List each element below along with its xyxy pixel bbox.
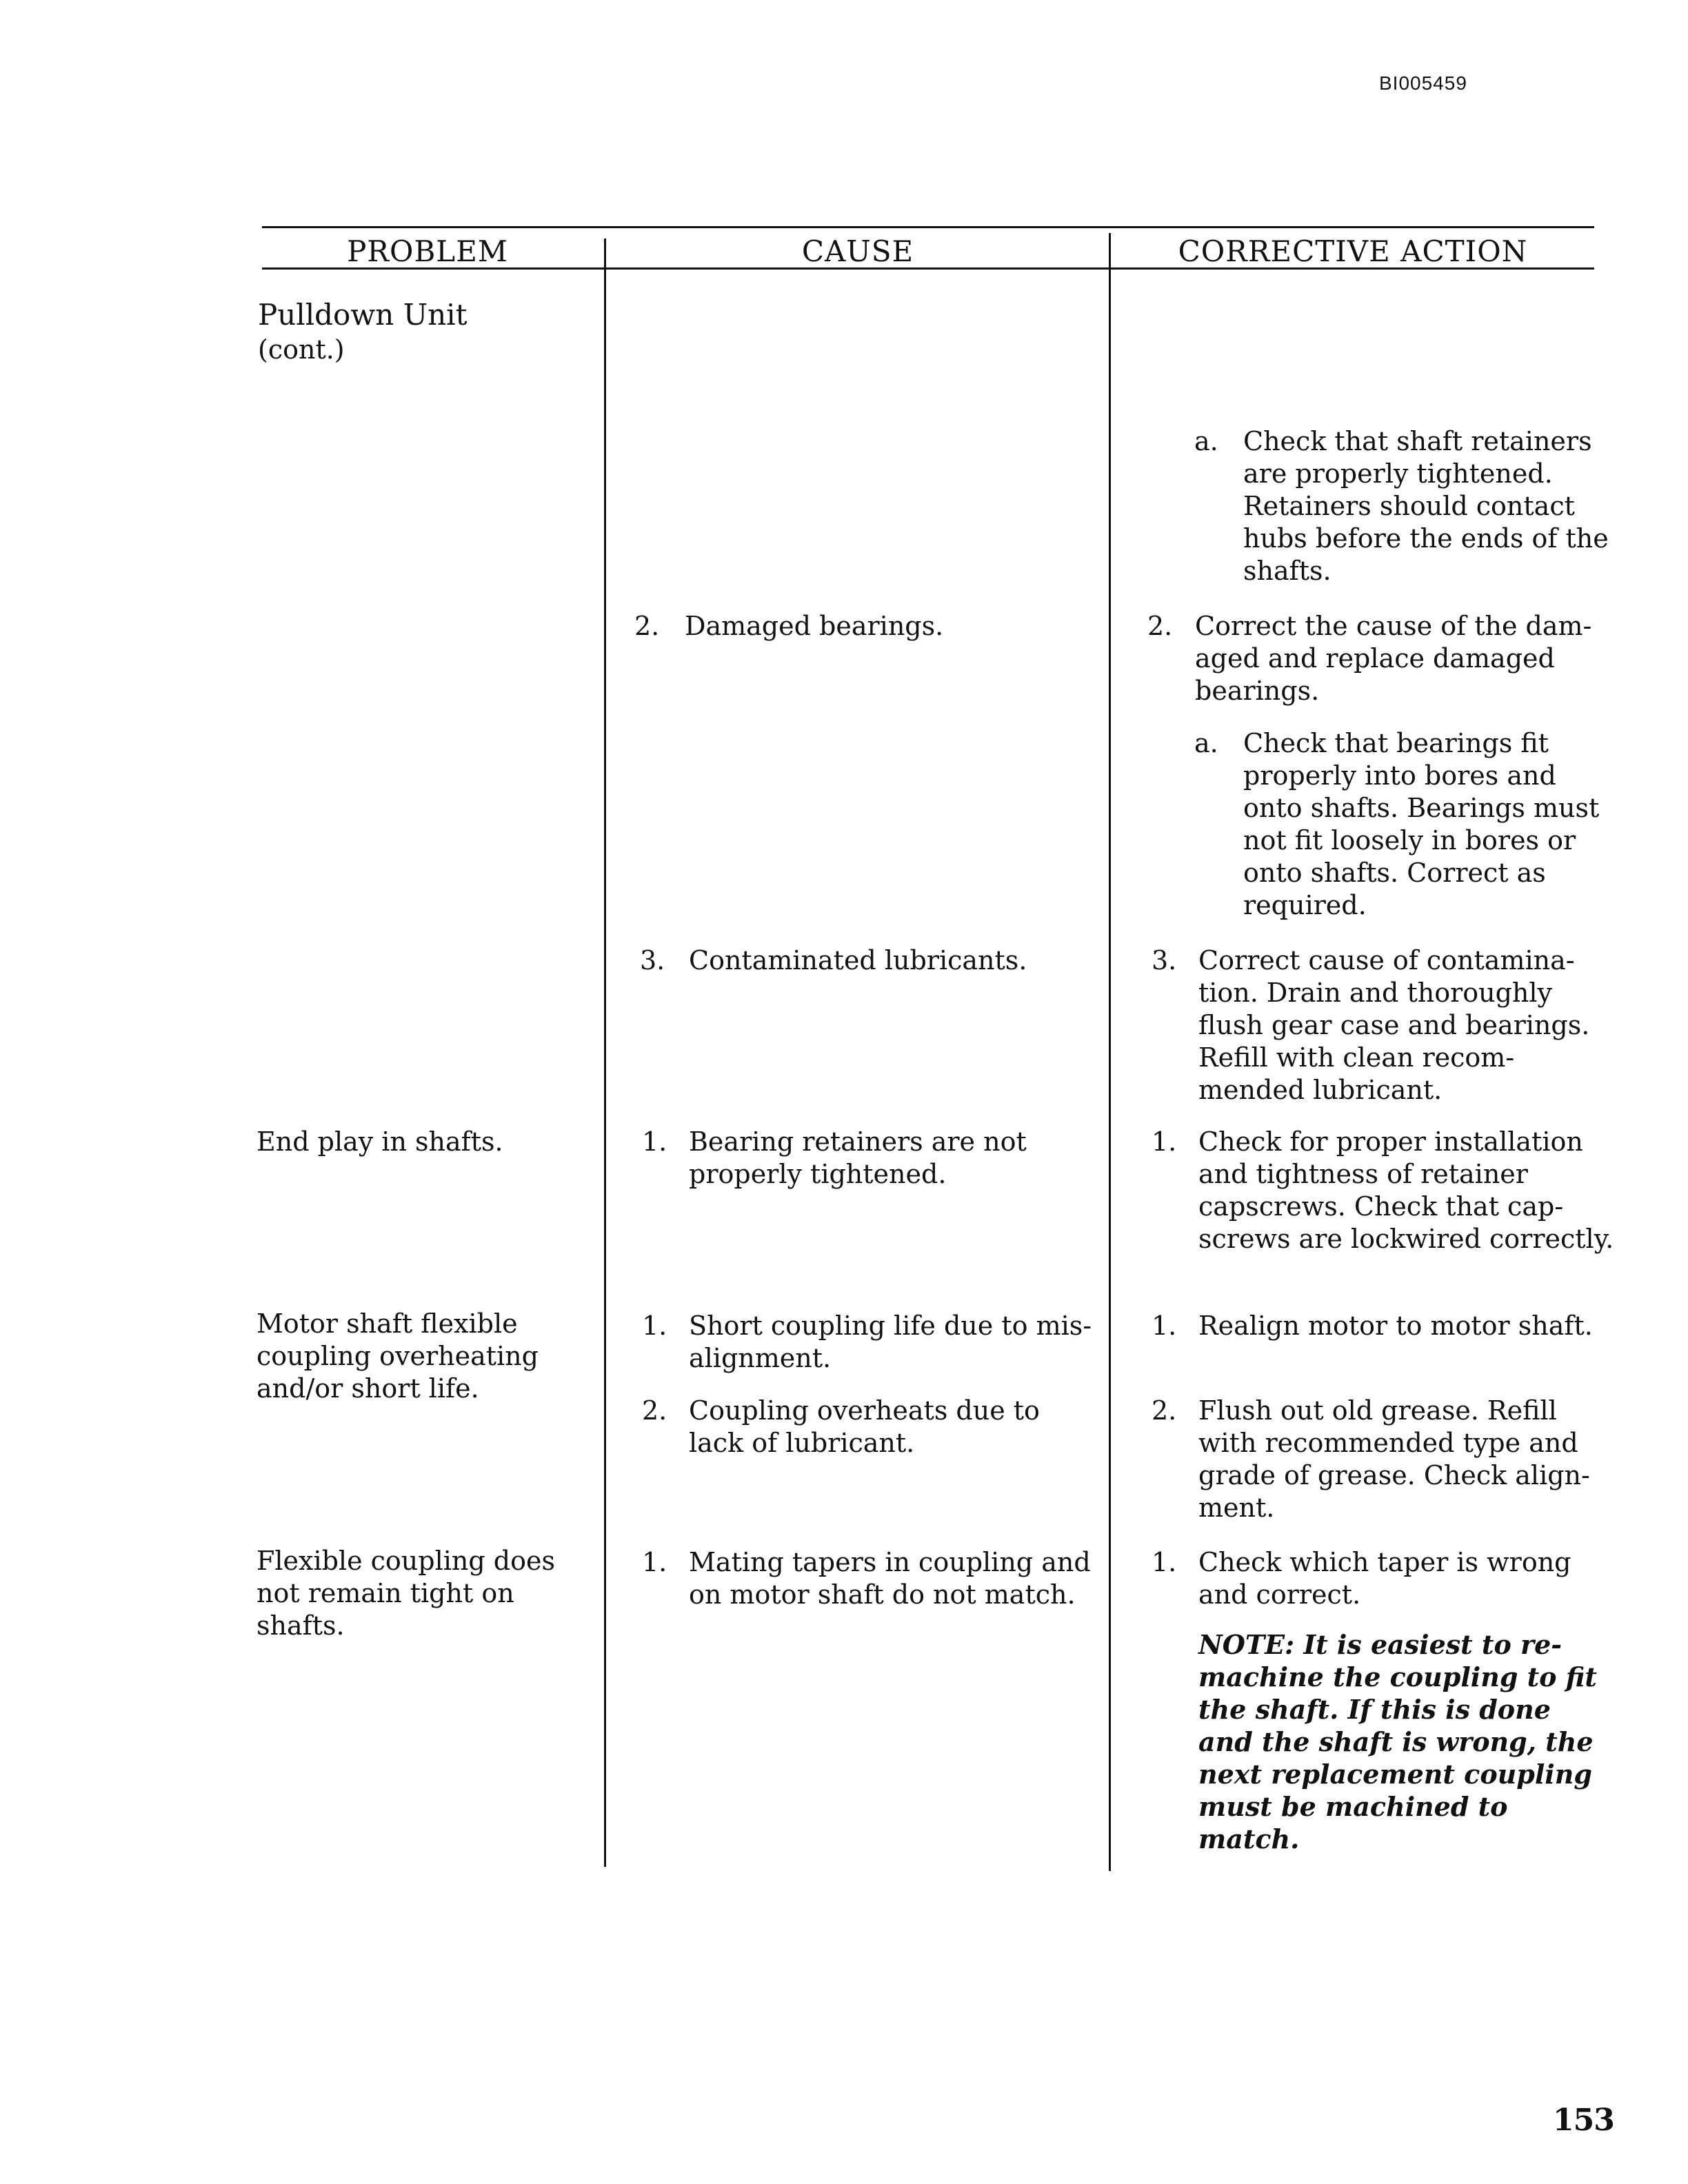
cause-text [689,1395,1040,1459]
text-line: next replacement coupling [1198,1759,1592,1790]
cause-marker: 1. [642,1311,667,1341]
action-marker: 1. [1152,1126,1177,1157]
text-line: are properly tightened. [1243,458,1553,489]
text-line: Correct cause of contamina- [1198,945,1575,975]
text-line: alignment. [689,1343,832,1373]
header-problem: PROBLEM [347,234,508,268]
text-line: the shaft. If this is done [1198,1694,1551,1725]
action-text [1198,1395,1590,1524]
action-text: Realign motor to motor shaft. [1198,1311,1593,1341]
text-line: capscrews. Check that cap- [1198,1191,1564,1222]
column-divider-1 [604,239,606,1867]
text-line: hubs before the ends of the [1243,523,1609,554]
action-text [1198,1546,1571,1611]
text-line: Check that bearings fit [1243,728,1549,758]
note-text [1198,1628,1597,1855]
text-line: Check that shaft retainers [1243,426,1592,456]
text-line: and the shaft is wrong, the [1198,1726,1594,1757]
action-marker: 2. [1152,1395,1177,1426]
sub-action-text [1243,727,1599,922]
header-cause: CAUSE [801,234,914,268]
text-line: Motor shaft flexible [257,1308,518,1339]
cause-marker: 2. [634,611,660,641]
action-marker: 3. [1152,945,1177,975]
text-line: properly tightened. [689,1159,947,1189]
sub-action-marker: a. [1194,728,1218,758]
header-corrective-action: CORRECTIVE ACTION [1178,234,1528,268]
section-subtitle: (cont.) [258,334,345,365]
page-number: 153 [1553,2103,1614,2138]
text-line: flush gear case and bearings. [1198,1010,1590,1040]
cause-text [689,1310,1092,1375]
document-id: BI005459 [1379,72,1467,94]
text-line: shafts. [1243,556,1332,586]
text-line: Flexible coupling does [257,1546,555,1576]
text-line: Mating tapers in coupling and [689,1547,1091,1577]
cause-marker: 2. [642,1395,667,1426]
text-line: Refill with clean recom- [1198,1042,1515,1073]
text-line: machine the coupling to fit [1198,1661,1597,1692]
text-line: bearings. [1195,676,1320,706]
text-line: aged and replace damaged [1195,643,1555,674]
action-text [1198,944,1589,1106]
cause-marker: 3. [640,945,665,975]
text-line: must be machined to [1198,1791,1508,1822]
text-line: ment. [1198,1493,1275,1523]
text-line: with recommended type and [1198,1428,1578,1458]
problem-text: End play in shafts. [257,1126,503,1157]
problem-text [257,1308,539,1405]
problem-text [257,1545,555,1642]
text-line: Coupling overheats due to [689,1395,1040,1426]
cause-marker: 1. [642,1126,667,1157]
text-line: coupling overheating [257,1341,539,1371]
text-line: Check which taper is wrong [1198,1547,1571,1577]
text-line: not fit loosely in bores or [1243,825,1576,856]
text-line: match. [1198,1823,1300,1854]
text-line: Short coupling life due to mis- [689,1311,1092,1341]
text-line: properly into bores and [1243,760,1556,791]
text-line: and correct. [1198,1579,1361,1610]
cause-text: Damaged bearings. [685,611,944,641]
text-line: onto shafts. Correct as [1243,858,1546,888]
text-line: Bearing retainers are not [689,1126,1027,1157]
text-line: lack of lubricant. [689,1428,915,1458]
action-text [1195,610,1591,707]
text-line: tion. Drain and thoroughly [1198,978,1553,1008]
action-marker: 1. [1152,1311,1177,1341]
cause-text [689,1126,1027,1191]
text-line: and tightness of retainer [1198,1159,1528,1189]
text-line: mended lubricant. [1198,1075,1443,1105]
text-line: grade of grease. Check align- [1198,1460,1590,1490]
text-line: NOTE: It is easiest to re- [1198,1629,1563,1660]
text-line: Correct the cause of the dam- [1195,611,1592,641]
action-marker: a. [1194,426,1218,456]
cause-text: Contaminated lubricants. [689,945,1027,975]
text-line: and/or short life. [257,1373,479,1404]
action-text [1198,1126,1614,1255]
action-marker: 1. [1152,1547,1177,1577]
cause-marker: 1. [642,1547,667,1577]
text-line: required. [1243,890,1367,920]
action-marker: 2. [1147,611,1173,641]
text-line: Retainers should contact [1243,491,1575,521]
text-line: not remain tight on [257,1578,514,1608]
text-line: Flush out old grease. Refill [1198,1395,1557,1426]
text-line: onto shafts. Bearings must [1243,793,1600,823]
text-line: on motor shaft do not match. [689,1579,1076,1610]
text-line: Check for proper installation [1198,1126,1583,1157]
text-line: screws are lockwired correctly. [1198,1224,1614,1254]
text-line: shafts. [257,1610,345,1641]
section-title: Pulldown Unit [258,298,468,332]
action-text [1243,425,1609,587]
cause-text [689,1546,1091,1611]
column-divider-2 [1109,233,1111,1871]
table-top-rule [262,226,1594,228]
